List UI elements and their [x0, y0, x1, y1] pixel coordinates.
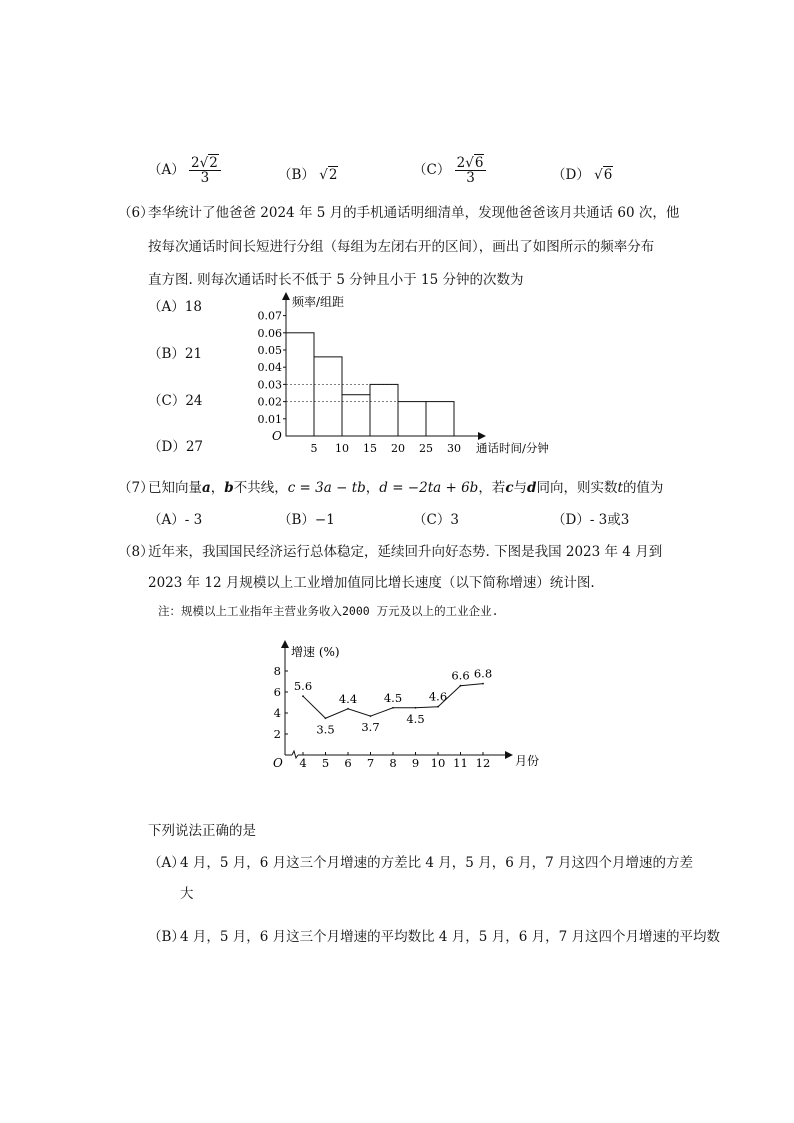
q7-option-b[interactable]: （B）−1 [278, 512, 335, 528]
histogram-bar [342, 395, 370, 436]
data-label: 4.4 [338, 691, 358, 706]
data-label: 4.6 [428, 689, 448, 704]
q6-option-c[interactable]: （C）24 [148, 393, 203, 409]
q8-option-a-line1: 4 月，5 月，6 月这三个月增速的方差比 4 月，5 月，6 月，7 月这四个月增速的方差 [180, 855, 693, 871]
q8-option-b-label[interactable]: （B） [148, 929, 185, 945]
axis-break-mark [292, 751, 298, 758]
q7-option-a[interactable]: （A）- 3 [148, 512, 203, 528]
x-tick-label: 6 [344, 756, 352, 770]
x-tick-label: 10 [335, 442, 349, 455]
y-tick-label: 0.01 [257, 412, 282, 426]
y-axis-label: 增速 (%) [291, 645, 340, 659]
x-tick-label: 20 [391, 442, 405, 455]
y-tick-label: 0.02 [257, 395, 282, 409]
x-tick-label: 7 [366, 756, 375, 770]
data-point [392, 707, 394, 709]
y-tick-label: 2 [273, 727, 281, 741]
histogram-chart [250, 290, 580, 460]
origin-label: O [272, 429, 282, 443]
q8-number: （8） [118, 544, 154, 560]
data-label: 4.5 [406, 711, 425, 726]
histogram-bar [398, 402, 426, 436]
q5-option-a-label: （A） [148, 162, 185, 179]
x-tick-label: 11 [453, 756, 468, 770]
q7-number: （7） [118, 480, 154, 496]
q6-option-a[interactable]: （A）18 [148, 299, 202, 315]
y-tick-label: 0.03 [257, 378, 282, 392]
q7-option-c[interactable]: （C）3 [413, 512, 459, 528]
q6-line2: 按每次通话时间长短进行分组（每组为左闭右开的区间），画出了如图所示的频率分布 [148, 239, 655, 255]
y-tick-label: 0.04 [257, 361, 282, 375]
y-tick-label: 0.07 [257, 309, 282, 323]
data-label: 3.7 [361, 720, 380, 735]
data-point [347, 708, 349, 710]
data-point [370, 715, 372, 717]
q8-line1: 近年来，我国国民经济运行总体稳定，延续回升向好态势. 下图是我国 2023 年 4 月到 [148, 544, 663, 560]
y-tick-label: 6 [273, 685, 281, 699]
q6-option-d[interactable]: （D）27 [148, 439, 204, 455]
data-point [415, 707, 417, 709]
y-axis-label: 频率/组距 [292, 295, 345, 309]
q5-option-d-value: √6 [594, 167, 613, 183]
q5-option-d-label: （D） [552, 167, 590, 183]
y-tick-label: 0.06 [257, 326, 282, 340]
y-tick-label: 4 [273, 706, 281, 720]
q8-option-a-label[interactable]: （A） [148, 855, 185, 871]
q5-option-c[interactable] [413, 156, 486, 185]
data-point [460, 685, 462, 687]
x-tick-label: 4 [299, 756, 307, 770]
q8-note: 注：规模以上工业指年主营业务收入2000 万元及以上的工业企业. [158, 604, 499, 618]
q5-option-b-label: （B） [278, 167, 315, 183]
q5-option-a-fraction: $\frac{2√2}{3}$ [189, 156, 221, 185]
q7-option-d[interactable]: （D）- 3或3 [552, 512, 630, 528]
x-axis-label: 月份 [515, 754, 540, 768]
histogram-bar [370, 384, 398, 436]
data-point [302, 695, 304, 697]
q6-option-b[interactable]: （B）21 [148, 346, 203, 362]
q5-option-b-value: √2 [319, 167, 338, 183]
q8-option-a-line2: 大 [180, 886, 194, 902]
x-tick-label: 10 [430, 756, 446, 770]
data-label: 6.8 [473, 666, 493, 681]
q6-line3: 直方图. 则每次通话时长不低于 5 分钟且小于 15 分钟的次数为 [148, 272, 524, 288]
data-point [325, 717, 327, 719]
q5-option-a[interactable] [148, 156, 221, 185]
x-tick-label: 12 [475, 756, 491, 770]
data-label: 5.6 [293, 679, 313, 694]
q5-option-b[interactable] [278, 163, 338, 183]
q8-prompt: 下列说法正确的是 [148, 823, 256, 839]
q8-option-b-line1: 4 月，5 月，6 月这三个月增速的平均数比 4 月，5 月，6 月，7 月这四个月增速的平均数 [180, 929, 720, 945]
origin-label: O [273, 756, 283, 770]
x-tick-label: 5 [310, 442, 318, 455]
y-tick-label: 0.05 [257, 344, 282, 357]
y-tick-label: 8 [273, 664, 281, 678]
x-tick-label: 9 [411, 756, 420, 770]
x-tick-label: 5 [321, 756, 330, 770]
q5-option-d[interactable] [552, 163, 613, 183]
x-tick-label: 15 [363, 442, 377, 455]
data-label: 6.6 [451, 668, 470, 683]
q8-line2: 2023 年 12 月规模以上工业增加值同比增长速度（以下简称增速）统计图. [148, 575, 595, 591]
data-label: 3.5 [316, 722, 335, 737]
data-point [482, 683, 484, 685]
growth-line-chart [265, 638, 555, 773]
x-tick-label: 8 [389, 756, 397, 770]
histogram-bar [314, 357, 342, 436]
x-tick-label: 25 [419, 442, 433, 455]
data-point [437, 706, 439, 708]
histogram-bar [426, 402, 454, 436]
q6-number: （6） [118, 205, 154, 221]
q5-option-c-fraction: $\frac{2√6}{3}$ [455, 156, 487, 185]
x-tick-label: 30 [447, 442, 461, 455]
q5-option-c-label: （C） [413, 162, 451, 179]
x-axis-label: 通话时间/分钟 [476, 441, 549, 455]
q7-stem: 已知向量a，b不共线，c = 3a − tb，d = −2ta + 6b，若c与d同向，则实数t的值为 [148, 480, 664, 496]
data-label: 4.5 [383, 690, 403, 705]
q6-line1: 李华统计了他爸爸 2024 年 5 月的手机通话明细清单，发现他爸爸该月共通话 60 次，他 [148, 205, 680, 221]
